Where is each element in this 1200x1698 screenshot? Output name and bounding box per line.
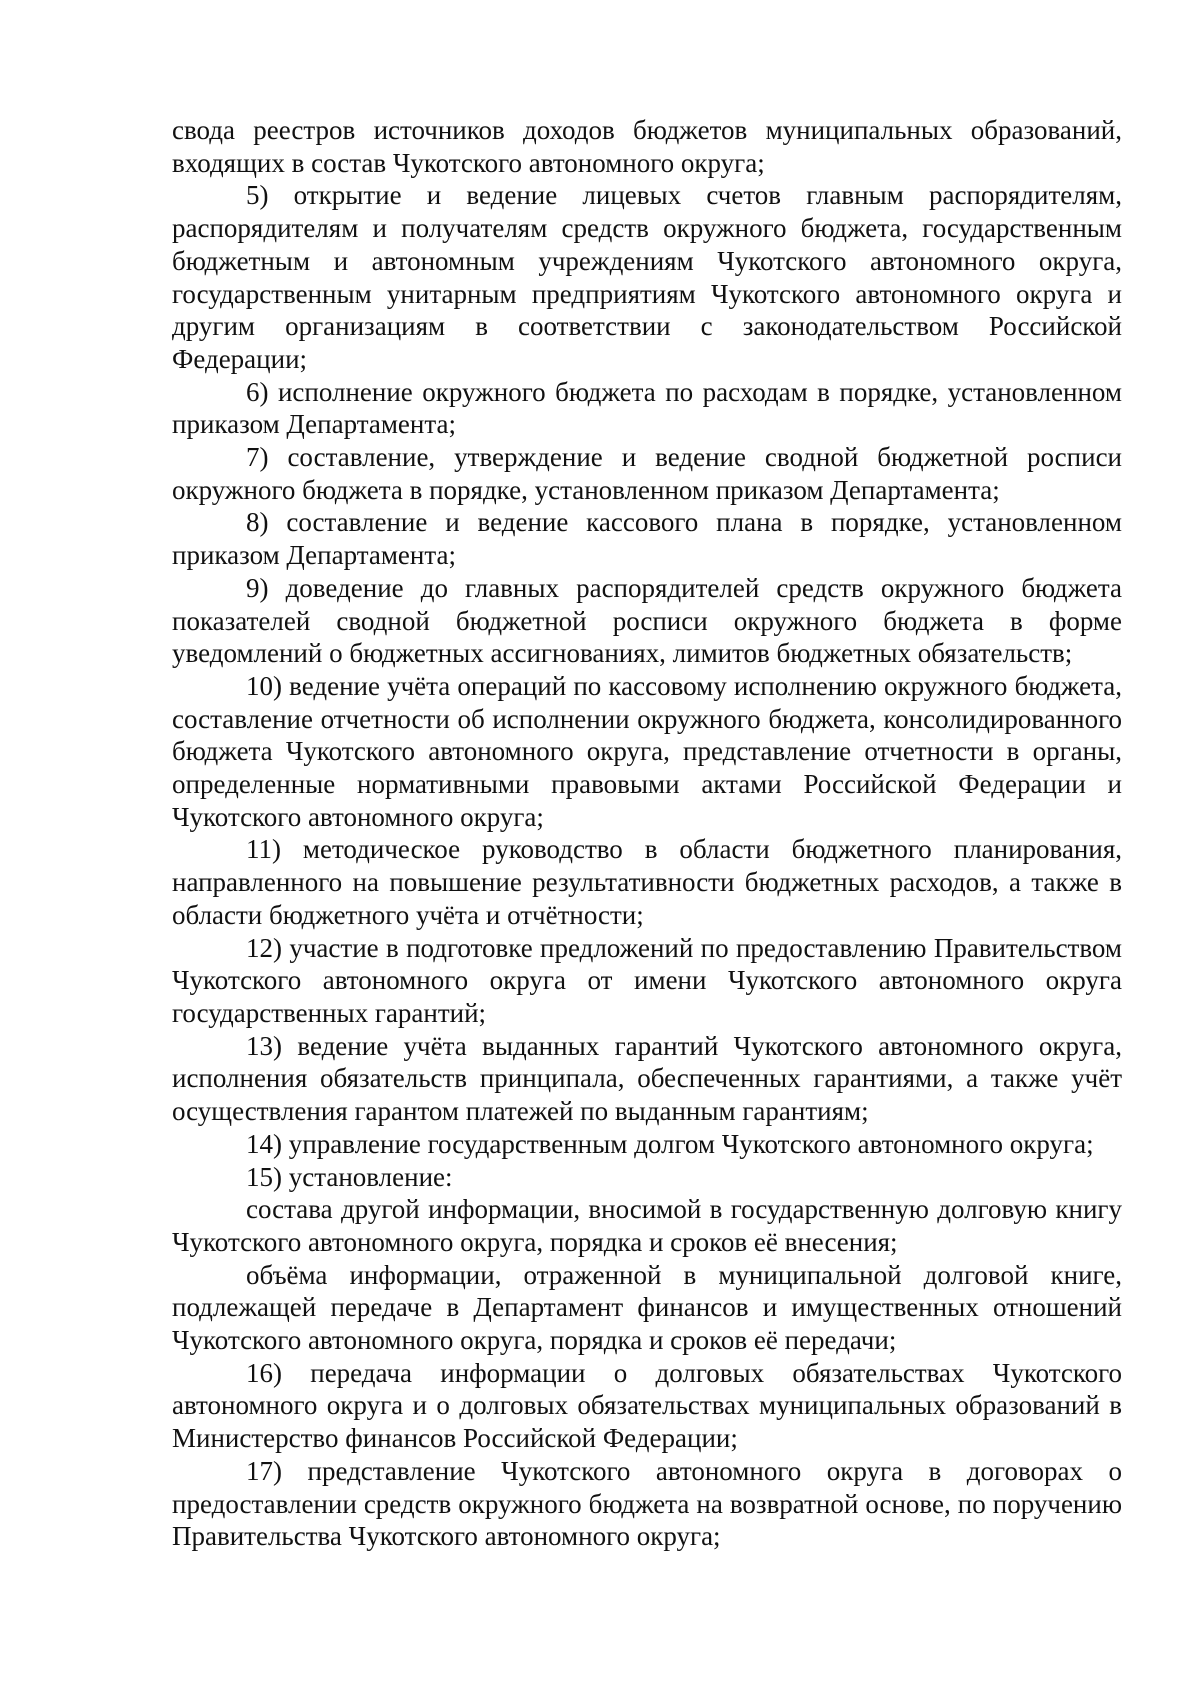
- paragraph-item-5: 5) открытие и ведение лицевых счетов главным распорядителям, распорядителям и получателям средств окружного бюджета, государственным бюджетным и автономным учреждениям Чукотского автономного округа, государственным унитарным предприятиям Чукотского автономного округа и другим организациям в соответствии с законодательством Российской Федерации;: [172, 180, 1122, 374]
- paragraph-item-14: 14) управление государственным долгом Чукотского автономного округа;: [246, 1128, 1094, 1159]
- paragraph-item-9: 9) доведение до главных распорядителей средств окружного бюджета показателей сводной бюджетной росписи окружного бюджета в форме уведомлений о бюджетных ассигнованиях, лимитов бюджетных обязательств;: [172, 572, 1122, 669]
- paragraph-item-16: 16) передача информации о долговых обязательствах Чукотского автономного округа и о долговых обязательствах муниципальных образований в Министерство финансов Российской Федерации;: [172, 1357, 1122, 1454]
- paragraph-item-15: 15) установление:: [246, 1161, 453, 1192]
- paragraph-item-7: 7) составление, утверждение и ведение сводной бюджетной росписи окружного бюджета в порядке, установленном приказом Департамента;: [172, 442, 1122, 505]
- paragraph-item-11: 11) методическое руководство в области бюджетного планирования, направленного на повышение результативности бюджетных расходов, а также в области бюджетного учёта и отчётности;: [172, 834, 1122, 930]
- paragraph-item-6: 6) исполнение окружного бюджета по расходам в порядке, установленном приказом Департамента;: [172, 376, 1122, 440]
- paragraph-item-15-sub-2: объёма информации, отраженной в муниципальной долговой книге, подлежащей передаче в Департамент финансов и имущественных отношений Чукотского автономного округа, порядка и сроков её передачи;: [172, 1259, 1122, 1356]
- paragraph-item-8: 8) составление и ведение кассового плана в порядке, установленном приказом Департамента;: [172, 507, 1122, 571]
- paragraph-item-12: 12) участие в подготовке предложений по предоставлению Правительством Чукотского автономного округа от имени Чукотского автономного округа государственных гарантий;: [172, 932, 1122, 1028]
- paragraph-item-10: 10) ведение учёта операций по кассовому исполнению окружного бюджета, составление отчетности об исполнении окружного бюджета, консолидированного бюджета Чукотского автономного округа, представление отчетности в органы, определенные нормативными правовыми актами Российской Федерации и Чукотского автономного округа;: [172, 670, 1122, 832]
- paragraph-continuation: свода реестров источников доходов бюджетов муниципальных образований, входящих в состав Чукотского автономного округа;: [172, 115, 1122, 178]
- paragraph-item-15-sub-1: состава другой информации, вносимой в государственную долговую книгу Чукотского автономного округа, порядка и сроков её внесения;: [172, 1194, 1122, 1257]
- document-body: [172, 114, 1122, 1553]
- paragraph-item-13: 13) ведение учёта выданных гарантий Чукотского автономного округа, исполнения обязательств принципала, обеспеченных гарантиями, а также учёт осуществления гарантом платежей по выданным гарантиям;: [172, 1030, 1122, 1127]
- paragraph-item-17: 17) представление Чукотского автономного округа в договорах о предоставлении средств окружного бюджета на возвратной основе, по поручению Правительства Чукотского автономного округа;: [172, 1455, 1122, 1552]
